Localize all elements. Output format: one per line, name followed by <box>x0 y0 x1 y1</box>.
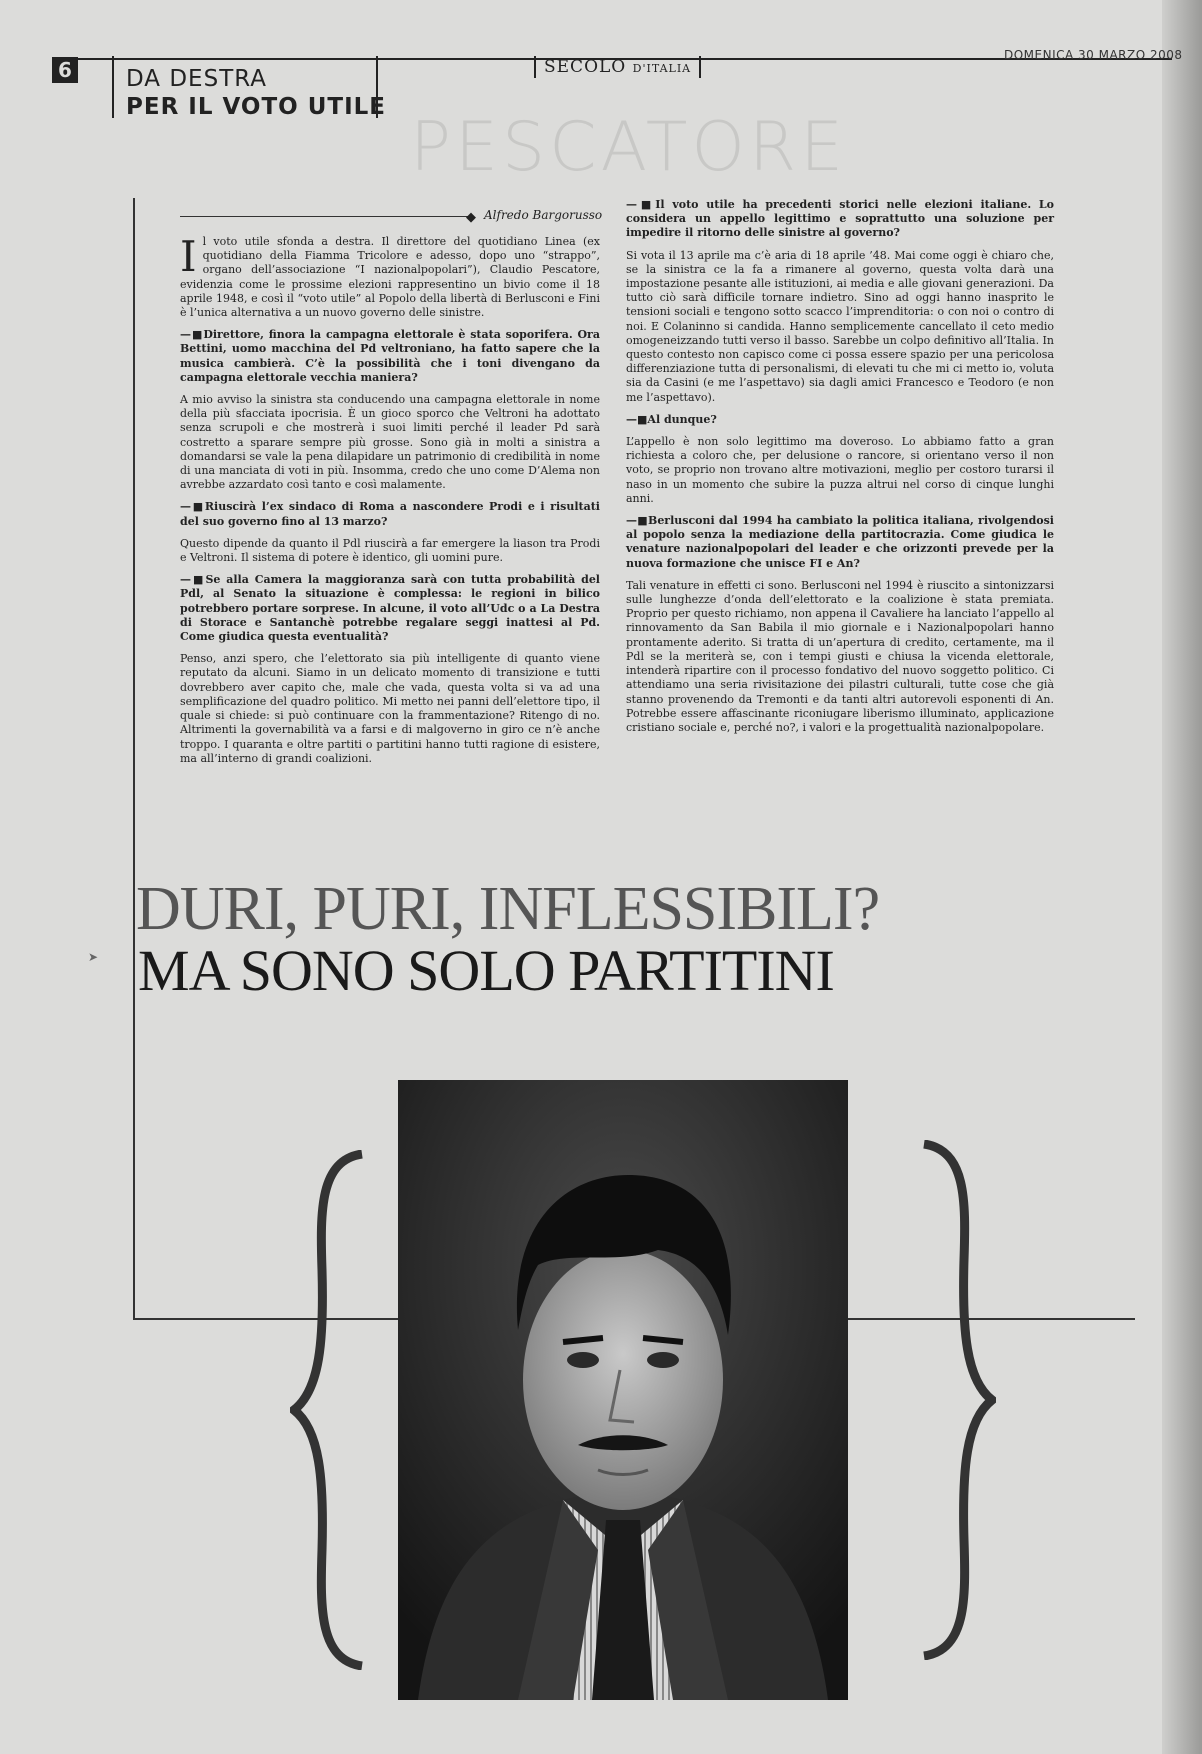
interview-question: —■ Se alla Camera la maggioranza sarà con tutta probabilità del Pdl, al Senato la situazione è complessa: le regioni in bilico potrebbero portare sorprese. In alcune, il voto all’Udc o a La Destra di Storace e Santanchè potrebbe regalare seggi inattesi al Pd. Come giudica questa eventualità? <box>180 573 600 644</box>
page-fold-shadow <box>1162 0 1202 1754</box>
masthead-small: D'ITALIA <box>632 62 692 75</box>
drop-cap: I <box>180 232 197 281</box>
interviewee-name-watermark: PESCATORE <box>410 108 848 187</box>
interview-answer: Penso, anzi spero, che l’elettorato sia più intelligente di quanto viene reputato da alcuni. Siamo in un delicato momento di transizione e tutti dovrebbero aver capito che, male che vada, questa volta si va ad una semplificazione del quadro politico. Mi metto nei panni dell’elettore tipo, il quale si chiede: si può continuare con la frammentazione? Ritengo di no. Altrimenti la governabilità va a farsi e di malgoverno in giro ce n’è anche troppo. I quaranta e oltre partiti o partitini hanno tutti ragione di esistere, ma all’interno di grandi coalizioni. <box>180 652 600 765</box>
interview-question: —■ Direttore, finora la campagna elettorale è stata soporifera. Ora Bettini, uomo macchina del Pd veltroniano, ha fatto sapere che la musica cambierà. C’è la possibilità che i toni divengano da campagna elettorale vecchia maniera? <box>180 328 600 385</box>
article-column-right <box>626 198 1054 743</box>
right-brace-ornament <box>916 1140 996 1660</box>
byline: Alfredo Bargorusso <box>484 208 603 222</box>
lead-text: l voto utile sfonda a destra. Il direttore del quotidiano Linea (ex quotidiano della Fiamma Tricolore e adesso, dopo uno “strappo”, organo dell’associazione “I nazionalpopolari”), Claudio Pescatore, evidenzia come le prossime elezioni rappresentino un bivio come il 18 aprile 1948, e così il “voto utile” al Popolo della libertà di Berlusconi e Fini è l’unica alternativa a un nuovo governo delle sinistre. <box>180 235 600 320</box>
page-number: 6 <box>52 57 78 83</box>
interview-answer: L’appello è non solo legittimo ma doveroso. Lo abbiamo fatto a gran richiesta a coloro che, per delusione o rancore, si orientano verso il non voto, se proprio non trovano altre motivazioni, meglio per costoro turarsi il naso in un momento che subire la puzza altrui nel corso di cinque lunghi anni. <box>626 435 1054 505</box>
interview-answer: A mio avviso la sinistra sta conducendo una campagna elettorale in nome della più sfacciata ipocrisia. È un gioco sporco che Veltroni ha adottato senza scrupoli e che mostrerà i suoi limiti perché il leader Pd sarà costretto a sparare sempre più grosse. Sono già in molti a sinistra a domandarsi se vale la pena dilapidare un patrimonio di credibilità in nome di una manciata di voti in più. Insomma, credo che uno come D’Alema non avrebbe azzardato così tanto e così malamente. <box>180 393 600 492</box>
headline-secondary: MA SONO SOLO PARTITINI <box>138 938 834 1003</box>
section-title-line2: PER IL VOTO UTILE <box>126 94 386 120</box>
portrait-illustration <box>398 1080 848 1700</box>
dateline: DOMENICA 30 MARZO 2008 <box>1004 48 1183 62</box>
portrait-photo <box>398 1080 848 1700</box>
interview-answer: Tali venature in effetti ci sono. Berlusconi nel 1994 è riuscito a sintonizzarsi sulle lunghezze d’onda dell’elettorato e la coalizione è stata premiata. Proprio per questo richiamo, non appena il Cavaliere ha lanciato l’appello al rinnovamento da San Babila il mio giornale e i Nazionalpopolari hanno prontamente aderito. Si tratta di un’apertura di credito, certamente, ma il Pdl se la meriterà se, con i tempi giusti e chiusa la vicenda elettorale, intenderà ripartire con il processo fondativo del nuovo soggetto politico. Ci attendiamo una seria rivisitazione dei pilastri culturali, tutte cose che già stanno provenendo da Tremonti e da tanti altri autorevoli esponenti di An. Potrebbe essere affascinante riconiugare liberismo illuminato, applicazione cristiano sociale e, perché no?, i valori e la progettualità nazionalpopolare. <box>626 578 1054 734</box>
masthead-name: SECOLO <box>544 57 627 77</box>
interview-question: —■ Al dunque? <box>626 413 1054 427</box>
interview-answer: Si vota il 13 aprile ma c’è aria di 18 aprile ’48. Mai come oggi è chiaro che, se la sinistra ce la fa a rimanere al governo, questa volta darà una impostazione pesante alle istituzioni, ai media e alle giovani generazioni. Da tutto ciò sarà difficile tornare indietro. Sino ad oggi hanno inasprito le tensioni sociali e tengono sotto scacco l’imprenditoria: o con noi o contro di noi. E Colaninno si candida. Hanno semplicemente cancellato il ceto medio omogeneizzando tutti verso il basso. Sarebbe un colpo definitivo all’Italia. In questo contesto non capisco come ci possa essere spazio per una pericolosa differenziazione tutta di personalismi, di elevati tu che mi ci metto io, voluta sia da Casini (e me l’aspettavo) sia dagli amici Francesco e Teodoro (e non me l’aspettavo). <box>626 248 1054 404</box>
article-column-left <box>180 232 600 774</box>
headline-primary: DURI, PURI, INFLESSIBILI? <box>136 875 880 943</box>
interview-answer: Questo dipende da quanto il Pdl riuscirà a far emergere la liason tra Prodi e Veltroni. Il sistema di potere è identico, gli uomini pure. <box>180 536 600 565</box>
masthead <box>534 56 701 78</box>
interview-question: —■ Berlusconi dal 1994 ha cambiato la politica italiana, rivolgendosi al popolo senza la mediazione della partitocrazia. Come giudica le venature nazionalpopolari del leader e che orizzonti prevede per la nuova formazione che unisce FI e An? <box>626 514 1054 571</box>
interview-question: —■ Il voto utile ha precedenti storici nelle elezioni italiane. Lo considera un appello legittimo e soprattutto una soluzione per impedire il ritorno delle sinistre al governo? <box>626 198 1054 241</box>
lead-paragraph <box>180 232 600 320</box>
byline-rule <box>180 216 468 217</box>
interview-question: —■ Riuscirà l’ex sindaco di Roma a nascondere Prodi e i risultati del suo governo fino al 13 marzo? <box>180 500 600 528</box>
left-brace-ornament <box>290 1150 370 1670</box>
arrow-icon: ➤ <box>88 950 99 964</box>
section-title-line1: DA DESTRA <box>126 66 268 92</box>
diamond-icon: ◆ <box>466 210 476 225</box>
